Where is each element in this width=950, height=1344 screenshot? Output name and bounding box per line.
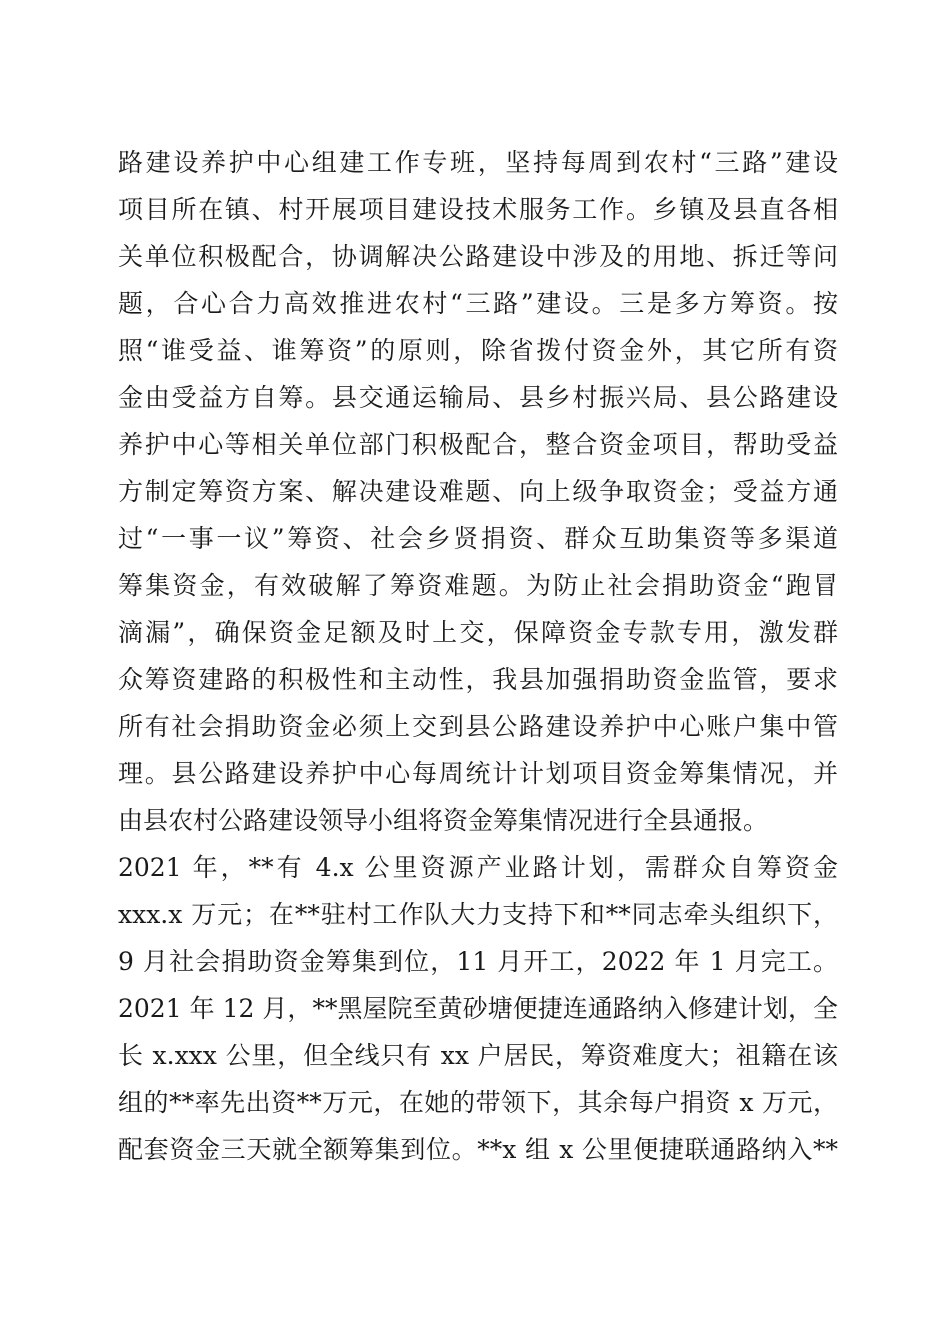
text-line: 方制定筹资方案、解决建设难题、向上级争取资金；受益方通 xyxy=(118,477,838,506)
text-line: 金由受益方自筹。县交通运输局、县乡村振兴局、县公路建设 xyxy=(118,383,838,412)
text-line: xxx.x 万元；在**驻村工作队大力支持下和**同志牵头组织下， xyxy=(118,900,838,929)
text-line: 筹集资金，有效破解了筹资难题。为防止社会捐助资金“跑冒 xyxy=(118,571,838,600)
text-line: 过“一事一议”筹资、社会乡贤捐资、群众互助集资等多渠道 xyxy=(118,524,838,553)
text-line: 路建设养护中心组建工作专班，坚持每周到农村“三路”建设 xyxy=(118,148,838,177)
text-line: 2021 年 12 月，**黑屋院至黄砂塘便捷连通路纳入修建计划，全 xyxy=(118,994,838,1023)
body-text xyxy=(118,139,838,1173)
text-line: 9 月社会捐助资金筹集到位，11 月开工，2022 年 1 月完工。 xyxy=(118,947,838,976)
text-line: 长 x.xxx 公里，但全线只有 xx 户居民，筹资难度大；祖籍在该 xyxy=(118,1041,838,1070)
text-line: 照“谁受益、谁筹资”的原则，除省拨付资金外，其它所有资 xyxy=(118,336,838,365)
text-line: 滴漏”，确保资金足额及时上交，保障资金专款专用，激发群 xyxy=(118,618,838,647)
text-line: 2021 年，**有 4.x 公里资源产业路计划，需群众自筹资金 xyxy=(118,853,838,882)
text-line: 配套资金三天就全额筹集到位。**x 组 x 公里便捷联通路纳入** xyxy=(118,1135,838,1164)
text-line: 组的**率先出资**万元，在她的带领下，其余每户捐资 x 万元， xyxy=(118,1088,838,1117)
text-line: 理。县公路建设养护中心每周统计计划项目资金筹集情况，并 xyxy=(118,759,838,788)
text-line: 众筹资建路的积极性和主动性，我县加强捐助资金监管，要求 xyxy=(118,665,838,694)
text-line: 题，合心合力高效推进农村“三路”建设。三是多方筹资。按 xyxy=(118,289,838,318)
text-line: 项目所在镇、村开展项目建设技术服务工作。乡镇及县直各相 xyxy=(118,195,838,224)
text-line: 养护中心等相关单位部门积极配合，整合资金项目，帮助受益 xyxy=(118,430,838,459)
text-line: 由县农村公路建设领导小组将资金筹集情况进行全县通报。 xyxy=(118,806,769,835)
text-line: 关单位积极配合，协调解决公路建设中涉及的用地、拆迁等问 xyxy=(118,242,838,271)
text-line: 所有社会捐助资金必须上交到县公路建设养护中心账户集中管 xyxy=(118,712,838,741)
